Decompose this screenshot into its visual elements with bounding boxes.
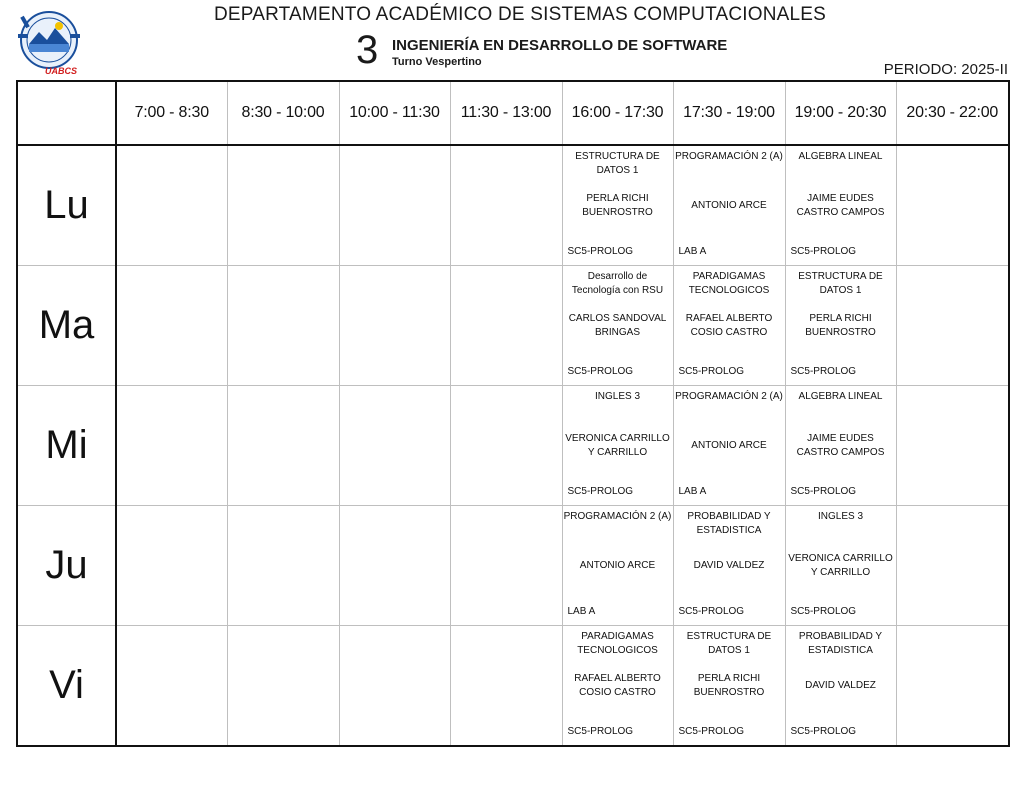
class-cell	[785, 386, 896, 506]
subject-name: PROGRAMACIÓN 2 (A)	[563, 511, 672, 522]
class-block	[786, 506, 896, 625]
department-title: DEPARTAMENTO ACADÉMICO DE SISTEMAS COMPUTACIONALES	[213, 4, 827, 25]
class-block	[786, 146, 896, 265]
subject-name: PROBABILIDAD Y ESTADISTICA	[687, 511, 771, 536]
time-slot-header: 20:30 - 22:00	[896, 81, 1009, 145]
teacher-name: PERLA RICHI BUENROSTRO	[582, 193, 653, 218]
teacher-name: ANTONIO ARCE	[579, 560, 656, 571]
teacher-name: DAVID VALDEZ	[805, 680, 876, 691]
class-cell	[673, 626, 785, 747]
class-block	[563, 266, 673, 385]
svg-text:UABCS: UABCS	[45, 66, 78, 76]
day-label: Mi	[17, 386, 116, 506]
empty-cell	[227, 266, 339, 386]
room-name: SC5-PROLOG	[678, 726, 745, 737]
room-name: SC5-PROLOG	[790, 726, 857, 737]
empty-cell	[339, 145, 450, 266]
uabcs-logo	[15, 10, 83, 78]
class-cell	[785, 626, 896, 747]
empty-cell	[896, 506, 1009, 626]
day-label: Ju	[17, 506, 116, 626]
subject-name: PARADIGAMAS TECNOLOGICOS	[688, 271, 770, 296]
subject-name: PROBABILIDAD Y ESTADISTICA	[798, 631, 883, 656]
empty-cell	[227, 626, 339, 747]
room-name: LAB A	[567, 606, 596, 617]
subject-name: PROGRAMACIÓN 2 (A)	[675, 391, 783, 402]
room-name: SC5-PROLOG	[678, 606, 745, 617]
teacher-name: JAIME EUDES CASTRO CAMPOS	[796, 193, 885, 218]
empty-cell	[116, 506, 227, 626]
class-block	[786, 626, 896, 745]
room-name: SC5-PROLOG	[790, 246, 857, 257]
time-header-row	[17, 81, 1009, 145]
empty-cell	[116, 145, 227, 266]
room-name: SC5-PROLOG	[678, 366, 745, 377]
day-row	[17, 145, 1009, 266]
class-block	[674, 146, 785, 265]
room-name: SC5-PROLOG	[790, 486, 857, 497]
teacher-name: VERONICA CARRILLO Y CARRILLO	[565, 433, 670, 458]
teacher-name: JAIME EUDES CASTRO CAMPOS	[796, 433, 885, 458]
class-block	[563, 506, 673, 625]
class-block	[674, 506, 785, 625]
empty-cell	[896, 626, 1009, 747]
empty-cell	[227, 145, 339, 266]
class-cell	[562, 626, 673, 747]
teacher-name: PERLA RICHI BUENROSTRO	[805, 313, 876, 338]
schedule-table	[16, 80, 1010, 747]
schedule-body	[17, 81, 1009, 746]
day-row	[17, 506, 1009, 626]
class-block	[563, 146, 673, 265]
room-name: SC5-PROLOG	[567, 246, 634, 257]
room-name: SC5-PROLOG	[567, 366, 634, 377]
period-label: PERIODO: 2025-II	[883, 61, 1008, 78]
empty-cell	[339, 266, 450, 386]
class-block	[674, 266, 785, 385]
class-cell	[673, 266, 785, 386]
empty-cell	[896, 386, 1009, 506]
time-slot-header: 7:00 - 8:30	[116, 81, 227, 145]
class-cell	[785, 266, 896, 386]
room-name: SC5-PROLOG	[567, 726, 634, 737]
subject-name: ESTRUCTURA DE DATOS 1	[798, 271, 883, 296]
day-label: Ma	[17, 266, 116, 386]
room-name: LAB A	[678, 246, 707, 257]
corner-cell	[17, 81, 116, 145]
empty-cell	[450, 506, 562, 626]
room-name: SC5-PROLOG	[567, 486, 634, 497]
teacher-name: ANTONIO ARCE	[691, 200, 767, 211]
day-row	[17, 266, 1009, 386]
subject-name: ESTRUCTURA DE DATOS 1	[686, 631, 772, 656]
room-name: SC5-PROLOG	[790, 366, 857, 377]
class-cell	[562, 506, 673, 626]
class-block	[674, 626, 785, 745]
day-label: Vi	[17, 626, 116, 747]
semester-number: 3	[356, 28, 379, 72]
time-slot-header: 16:00 - 17:30	[562, 81, 673, 145]
empty-cell	[116, 626, 227, 747]
empty-cell	[116, 266, 227, 386]
empty-cell	[450, 626, 562, 747]
empty-cell	[116, 386, 227, 506]
subject-name: INGLES 3	[817, 511, 864, 522]
time-slot-header: 11:30 - 13:00	[450, 81, 562, 145]
time-slot-header: 19:00 - 20:30	[785, 81, 896, 145]
class-cell	[785, 506, 896, 626]
time-slot-header: 17:30 - 19:00	[673, 81, 785, 145]
teacher-name: ANTONIO ARCE	[691, 440, 767, 451]
subject-name: ESTRUCTURA DE DATOS 1	[575, 151, 660, 176]
subject-name: ALGEBRA LINEAL	[798, 391, 883, 402]
time-slot-header: 10:00 - 11:30	[339, 81, 450, 145]
class-block	[563, 386, 673, 505]
empty-cell	[227, 386, 339, 506]
day-label: Lu	[17, 145, 116, 266]
shift-label: Turno Vespertino	[392, 56, 482, 68]
class-cell	[562, 386, 673, 506]
subject-name: INGLES 3	[594, 391, 641, 402]
empty-cell	[450, 386, 562, 506]
day-row	[17, 626, 1009, 747]
career-name: INGENIERÍA EN DESARROLLO DE SOFTWARE	[392, 37, 728, 54]
empty-cell	[896, 145, 1009, 266]
subject-name: ALGEBRA LINEAL	[798, 151, 883, 162]
subject-name: Desarrollo de Tecnología con RSU	[571, 271, 664, 296]
class-block	[674, 386, 785, 505]
subject-name: PARADIGAMAS TECNOLOGICOS	[577, 631, 658, 656]
class-cell	[673, 145, 785, 266]
class-cell	[562, 145, 673, 266]
class-cell	[562, 266, 673, 386]
empty-cell	[339, 626, 450, 747]
teacher-name: VERONICA CARRILLO Y CARRILLO	[788, 553, 893, 578]
empty-cell	[450, 266, 562, 386]
day-row	[17, 386, 1009, 506]
class-cell	[673, 386, 785, 506]
subject-name: PROGRAMACIÓN 2 (A)	[675, 151, 783, 162]
teacher-name: PERLA RICHI BUENROSTRO	[693, 673, 765, 698]
teacher-name: DAVID VALDEZ	[693, 560, 765, 571]
empty-cell	[896, 266, 1009, 386]
class-cell	[785, 145, 896, 266]
teacher-name: CARLOS SANDOVAL BRINGAS	[568, 313, 667, 338]
teacher-name: RAFAEL ALBERTO COSIO CASTRO	[685, 313, 773, 338]
empty-cell	[450, 145, 562, 266]
empty-cell	[339, 506, 450, 626]
empty-cell	[227, 506, 339, 626]
room-name: SC5-PROLOG	[790, 606, 857, 617]
teacher-name: RAFAEL ALBERTO COSIO CASTRO	[574, 673, 661, 698]
class-cell	[673, 506, 785, 626]
class-block	[786, 386, 896, 505]
room-name: LAB A	[678, 486, 707, 497]
class-block	[563, 626, 673, 745]
time-slot-header: 8:30 - 10:00	[227, 81, 339, 145]
class-block	[786, 266, 896, 385]
empty-cell	[339, 386, 450, 506]
